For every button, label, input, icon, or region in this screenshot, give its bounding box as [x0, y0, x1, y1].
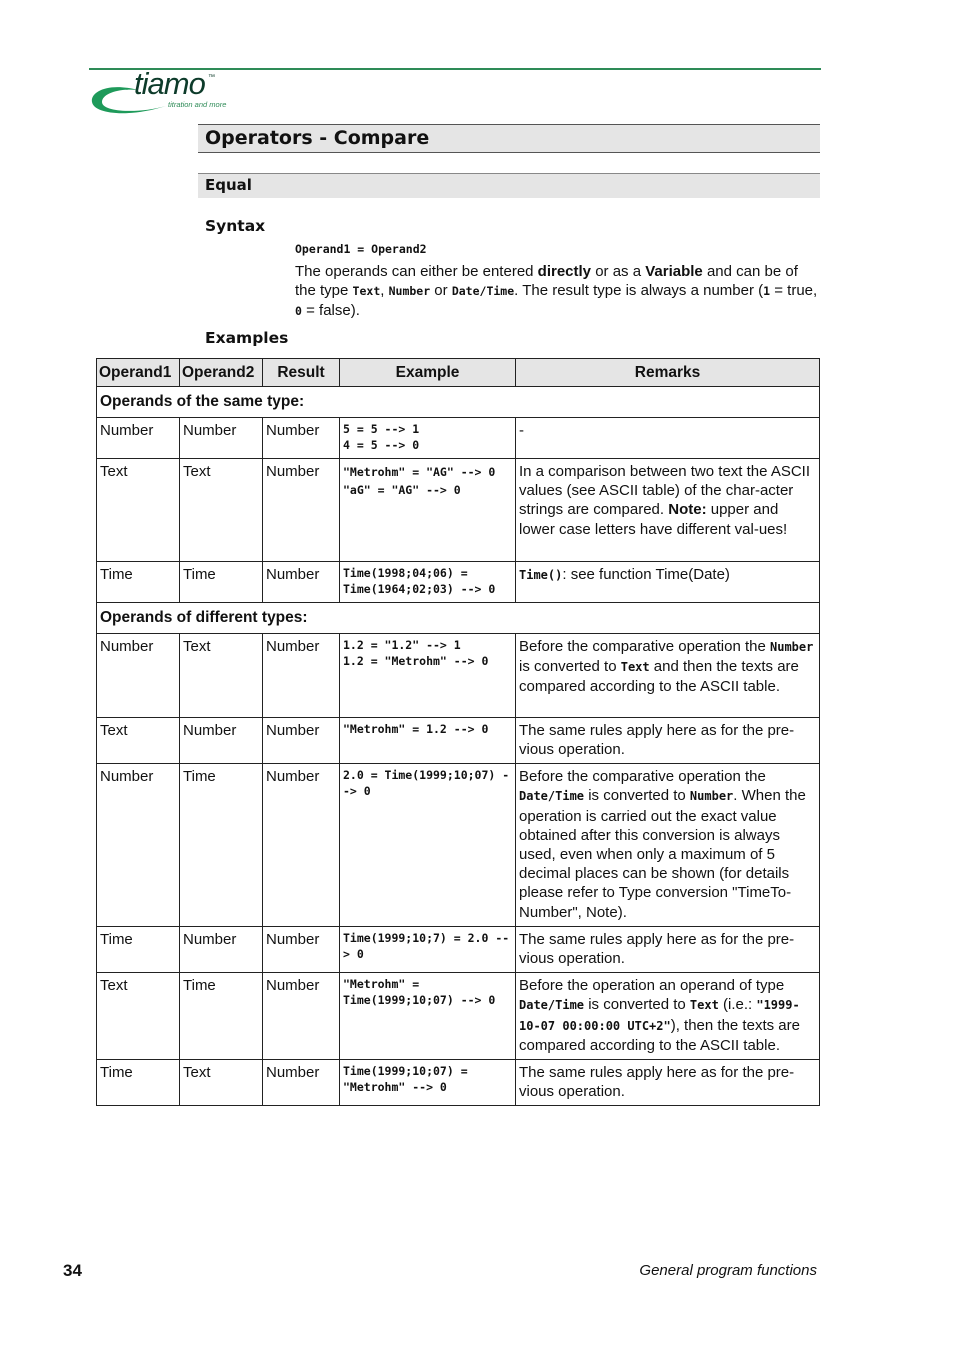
header-cell: Operand2 [180, 359, 263, 387]
syntax-code: Operand1 = Operand2 [295, 242, 427, 256]
header-cell: Result [263, 359, 340, 387]
subsection-title: Equal [205, 176, 252, 194]
table-row: Text Time Number "Metrohm" = Time(1999;10;07) --> 0 Before the operation an operand of type Date/Time is converted to Text (i.e.: "1999-10-07 00:00:00 UTC+2"), then the texts are compared according to the ASCII table. [97, 973, 820, 1060]
table-row: Number Time Number 2.0 = Time(1999;10;07) - -> 0 Before the comparative operation the Date/Time is converted to Number. When the operation is carried out the exact value obtained after this conversion is always used, even when only a maximum of 5 decimal places can be shown (for details please refer to Type conversion "TimeTo-Number", Note). [97, 764, 820, 927]
page-number: 34 [63, 1261, 82, 1280]
logo-wordmark: tiamo [134, 66, 205, 101]
table-row: Text Text Number "Metrohm" = "AG" --> 0 "aG" = "AG" --> 0 In a comparison between two text the ASCII values (see ASCII table) of the char-acter strings are compared. Note: upper and lower case letters have different val-ues! [97, 459, 820, 562]
table-row: Time Time Number Time(1998;04;06) = Time(1964;02;03) --> 0 Time(): see function Time(Date) [97, 562, 820, 603]
logo-trademark: ™ [208, 74, 215, 81]
header-cell: Remarks [516, 359, 820, 387]
section-title: Operators - Compare [205, 127, 430, 149]
description-paragraph: The operands can either be entered directly or as a Variable and can be of the type Text, Number or Date/Time. The result type is always a number (1 = true, 0 = false). [295, 263, 818, 320]
table-row: Time Number Number Time(1999;10;7) = 2.0 -- > 0 The same rules apply here as for the pre-vious operation. [97, 926, 820, 972]
table-header-row [97, 359, 820, 387]
table-row: Number Number Number 5 = 5 --> 1 4 = 5 --> 0 - [97, 418, 820, 459]
table-section-row: Operands of different types: [97, 602, 820, 633]
footer-section-title: General program functions [639, 1262, 817, 1279]
header-cell: Example [340, 359, 516, 387]
logo-tagline: titration and more [168, 100, 227, 109]
table-section-row: Operands of the same type: [97, 387, 820, 418]
table-row: Time Text Number Time(1999;10;07) = "Metrohm" --> 0 The same rules apply here as for the pre-vious operation. [97, 1060, 820, 1106]
table-row: Number Text Number 1.2 = "1.2" --> 1 1.2 = "Metrohm" --> 0 Before the comparative operation the Number is converted to Text and then the texts are compared according to the ASCII table. [97, 633, 820, 717]
examples-table [96, 358, 820, 1106]
subsection-heading [198, 173, 820, 198]
section-heading [198, 124, 820, 153]
syntax-heading: Syntax [205, 217, 266, 235]
table-row: Text Number Number "Metrohm" = 1.2 --> 0 The same rules apply here as for the pre-vious operation. [97, 717, 820, 763]
header-cell: Operand1 [97, 359, 180, 387]
examples-heading: Examples [205, 329, 289, 347]
